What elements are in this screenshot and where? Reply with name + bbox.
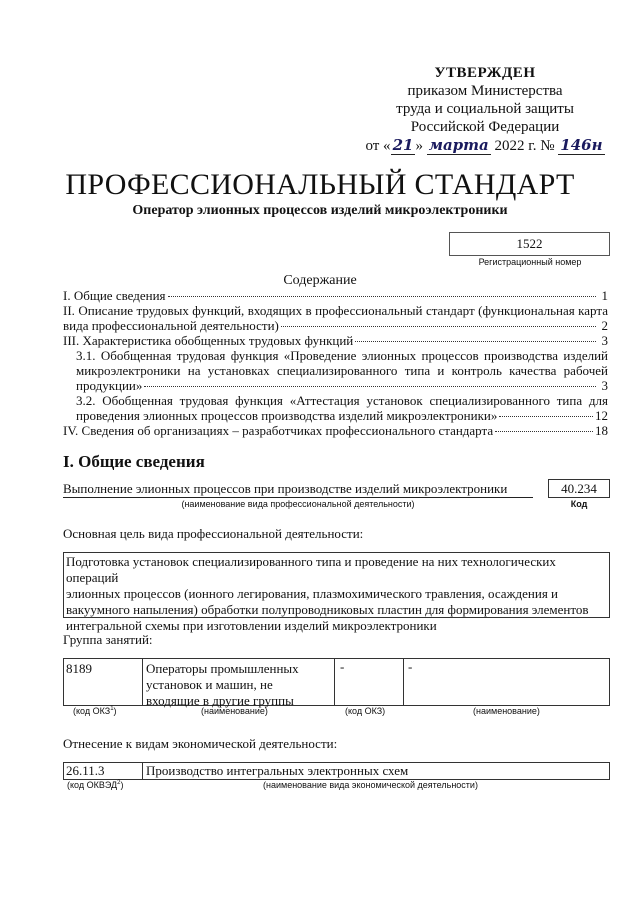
document-subtitle: Оператор элионных процессов изделий микроэлектроники xyxy=(132,203,508,218)
date-year: 2022 г. № xyxy=(494,138,555,154)
section-heading: I. Общие сведения xyxy=(63,452,205,471)
toc-item-text: III. Характеристика обобщенных трудовых функций xyxy=(63,333,354,348)
occupation-name-1 xyxy=(146,661,331,709)
approval-title: УТВЕРЖДЕН xyxy=(434,65,536,81)
goal-line: элионных процессов (ионного легирования, плазмохимического травления, осаждения и xyxy=(66,586,559,601)
toc-item-text: 3.2. Обобщенная трудовая функция «Аттестация установок специализированного типа для xyxy=(76,393,608,408)
toc-item-3[interactable] xyxy=(63,333,608,348)
group-label: Группа занятий: xyxy=(63,632,153,647)
goal-box xyxy=(63,552,610,633)
document-title: ПРОФЕССИОНАЛЬНЫЙ СТАНДАРТ xyxy=(65,168,575,201)
group-captions xyxy=(63,706,608,718)
toc-item-page: 3 xyxy=(601,333,608,348)
toc-item-4[interactable] xyxy=(63,423,608,438)
econ-captions xyxy=(63,780,608,792)
toc-item-page: 1 xyxy=(601,288,608,303)
occupation-name-line: Операторы промышленных xyxy=(146,661,299,676)
toc-item-text: IV. Сведения об организациях – разработчиках профессионального стандарта xyxy=(63,423,494,438)
approval-line-3: труда и социальной защиты xyxy=(396,101,574,117)
toc-item-text: I. Общие сведения xyxy=(63,288,166,303)
activity-caption: (наименование вида профессиональной деятельности) xyxy=(181,499,415,509)
approval-date-line xyxy=(360,136,610,155)
caption-econ-name: (наименование вида экономической деятельности) xyxy=(263,780,478,790)
goal-text xyxy=(66,554,607,634)
approval-line-4: Российской Федерации xyxy=(410,119,560,135)
toc-heading: Содержание xyxy=(283,273,357,288)
toc-item-page: 12 xyxy=(595,408,608,423)
toc-item-page: 2 xyxy=(601,318,608,333)
goal-line: вакуумного напыления) обработки полупроводниковых пластин для формирования элементов xyxy=(66,602,589,617)
econ-activity-name: Производство интегральных электронных схем xyxy=(146,763,409,778)
occupation-name-line: установок и машин, не xyxy=(146,677,273,692)
toc-item-text: проведения элионных процессов производства изделий микроэлектроники» xyxy=(76,408,498,423)
toc-item-page: 3 xyxy=(601,378,608,393)
caption-name-1: (наименование) xyxy=(201,706,268,716)
toc-item-3-1[interactable] xyxy=(63,348,608,393)
caption-name-2: (наименование) xyxy=(473,706,540,716)
activity-code-box: 40.234 xyxy=(548,479,610,498)
order-number: 146н xyxy=(560,136,603,154)
activity-name: Выполнение элионных процессов при производстве изделий микроэлектроники xyxy=(63,481,508,496)
approval-line-2: приказом Министерства xyxy=(407,83,563,99)
toc-item-page: 18 xyxy=(595,423,608,438)
toc-item-text: II. Описание трудовых функций, входящих в профессиональный стандарт (функциональная карта xyxy=(63,303,608,318)
occupation-name-2: - xyxy=(408,659,413,674)
registration-number-label: Регистрационный номер xyxy=(478,257,582,267)
econ-activity-table xyxy=(63,762,610,780)
goal-label: Основная цель вида профессиональной деятельности: xyxy=(63,526,364,541)
date-mid: » xyxy=(415,138,423,154)
toc-item-text: 3.1. Обобщенная трудовая функция «Проведение элионных процессов производства изделий xyxy=(76,348,608,363)
date-month: марта xyxy=(428,136,489,154)
caption-okved: (код ОКВЭД$^2$) xyxy=(67,780,124,790)
okved-code: 26.11.3 xyxy=(66,763,105,778)
toc-item-text: микроэлектроники на установках специализированного типа и контроль качества рабочей xyxy=(76,363,608,378)
toc-item-text: продукции» xyxy=(76,378,143,393)
goal-line: интегральной схемы при изготовлении изделий микроэлектроники xyxy=(66,618,437,633)
goal-line: Подготовка установок специализированного типа и проведение на них технологических операций xyxy=(66,554,556,585)
toc-item-2[interactable] xyxy=(63,303,608,333)
activity-code-caption: Код xyxy=(570,499,588,509)
toc-item-3-2[interactable] xyxy=(63,393,608,423)
okz-code-2: - xyxy=(340,659,345,674)
econ-label: Отнесение к видам экономической деятельности: xyxy=(63,736,338,751)
approval-block xyxy=(360,64,610,155)
okz-code-1: 8189 xyxy=(66,661,92,676)
caption-okz-1: (код ОКЗ$^1$) xyxy=(73,706,117,716)
registration-number-box: 1522 xyxy=(449,232,610,256)
toc-item-text: вида профессиональной деятельности) xyxy=(63,318,279,333)
date-day: 21 xyxy=(392,136,414,154)
occupation-group-table xyxy=(63,658,610,706)
caption-okz-2: (код ОКЗ) xyxy=(345,706,386,716)
date-prefix: от « xyxy=(365,138,391,154)
activity-name-field xyxy=(63,481,533,498)
table-of-contents xyxy=(63,288,608,438)
toc-item-1[interactable] xyxy=(63,288,608,303)
occupation-name-line: входящие в другие группы xyxy=(146,693,294,708)
